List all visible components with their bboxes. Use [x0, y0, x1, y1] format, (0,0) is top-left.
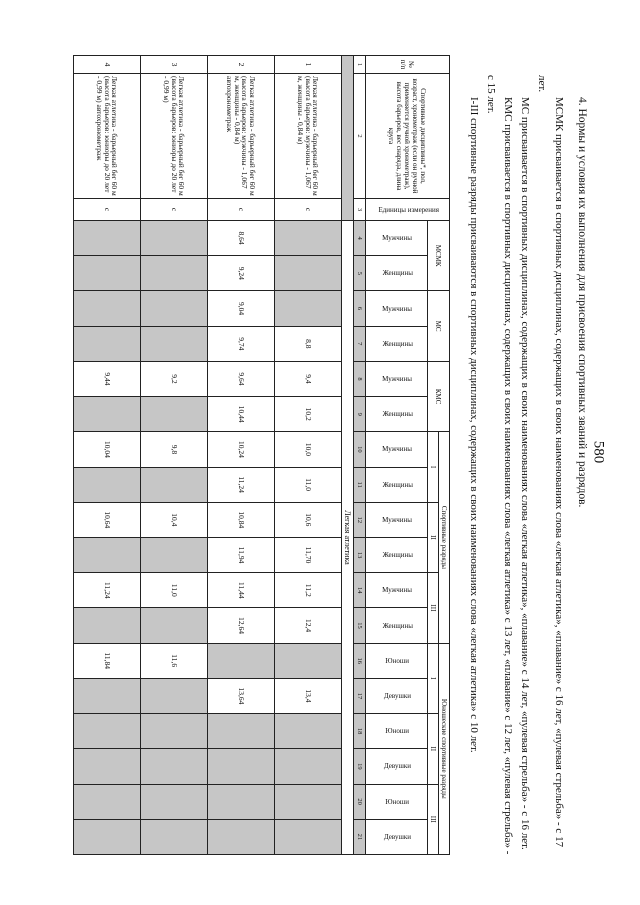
- row-number: 3: [141, 56, 208, 74]
- column-index: 11: [354, 467, 366, 502]
- norm-value: 10,24: [208, 432, 275, 467]
- norm-value: [141, 397, 208, 432]
- norm-value: [208, 819, 275, 854]
- column-index: 6: [354, 291, 366, 326]
- norm-value: [74, 714, 141, 749]
- paragraph-ms: МС присваивается в спортивных дисциплинах, содержащих в своих наименованиях слова «легкая атлетика», «плавание» с 14 лет, «пулевая стрельба» - с 16 лет.: [519, 97, 531, 850]
- page-number: 580: [590, 440, 607, 464]
- norm-value: [74, 256, 141, 291]
- norm-value: 11,24: [74, 573, 141, 608]
- norm-value: [275, 749, 342, 784]
- norm-value: 11,0: [275, 467, 342, 502]
- column-index: 18: [354, 714, 366, 749]
- norm-value: 11,6: [141, 643, 208, 678]
- header-gender: Женщины: [366, 467, 428, 502]
- column-index: 5: [354, 256, 366, 291]
- norm-value: [74, 678, 141, 713]
- norm-value: [275, 643, 342, 678]
- norm-value: 10,2: [275, 397, 342, 432]
- norm-value: [141, 256, 208, 291]
- norm-value: [275, 784, 342, 819]
- norm-value: 12,4: [275, 608, 342, 643]
- norm-value: 9,74: [208, 326, 275, 361]
- header-gender: Мужчины: [366, 221, 428, 256]
- norm-value: 10,4: [141, 502, 208, 537]
- norm-value: 9,04: [208, 291, 275, 326]
- column-index: 21: [354, 819, 366, 854]
- norm-value: 9,2: [141, 361, 208, 396]
- paragraph-kms: КМС присваивается в спортивных дисциплинах, содержащих в своих наименованиях слова «легкая атлетика» с 13 лет, «плавание» с 12 лет, «пулевая стрельба» - с 15 лет.: [485, 75, 514, 855]
- norm-value: 11,24: [208, 467, 275, 502]
- section-row: [342, 56, 354, 855]
- section-heading: 4. Нормы и условия их выполнения для присвоения спортивных званий и разрядов.: [576, 97, 588, 508]
- row-units: с: [74, 199, 141, 221]
- header-ms: МС: [428, 291, 450, 361]
- header-junior-ranks: Юношеские спортивные разряды: [439, 643, 450, 854]
- row-units: с: [275, 199, 342, 221]
- column-index: 10: [354, 432, 366, 467]
- header-msmk: МСМК: [428, 221, 450, 291]
- norm-value: [74, 397, 141, 432]
- norm-value: [208, 643, 275, 678]
- header-gender: Юноши: [366, 714, 428, 749]
- norm-value: 13,64: [208, 678, 275, 713]
- norm-value: [74, 784, 141, 819]
- header-gender: Мужчины: [366, 361, 428, 396]
- norm-value: [141, 608, 208, 643]
- norms-table: [73, 55, 450, 855]
- norm-value: 8,64: [208, 221, 275, 256]
- norm-value: 8,8: [275, 326, 342, 361]
- header-gender: Женщины: [366, 608, 428, 643]
- norm-value: 9,24: [208, 256, 275, 291]
- data-rows: [74, 56, 342, 855]
- row-units: с: [208, 199, 275, 221]
- header-gender: Мужчины: [366, 291, 428, 326]
- table-row: [74, 56, 141, 855]
- norm-value: [208, 749, 275, 784]
- header-gender: Юноши: [366, 784, 428, 819]
- norm-value: 11,2: [275, 573, 342, 608]
- header-gender: Женщины: [366, 537, 428, 572]
- header-gender: Женщины: [366, 256, 428, 291]
- row-number: 1: [275, 56, 342, 74]
- norm-value: [141, 291, 208, 326]
- norm-value: 9,8: [141, 432, 208, 467]
- norm-value: [141, 678, 208, 713]
- section-spacer: [342, 56, 354, 221]
- table-row: [141, 56, 208, 855]
- row-discipline: Легкая атлетика - барьерный бег 60 м (высота барьеров: мужчины - 1,067 м, женщины - 0,84 м) автохронометраж: [208, 74, 275, 199]
- norm-value: 10,0: [275, 432, 342, 467]
- intro-text: [465, 75, 590, 855]
- header-gender: Юноши: [366, 643, 428, 678]
- norm-value: [141, 326, 208, 361]
- norm-value: 11,84: [74, 643, 141, 678]
- column-index: 16: [354, 643, 366, 678]
- header-gender: Мужчины: [366, 502, 428, 537]
- column-index: 13: [354, 537, 366, 572]
- row-number: 4: [74, 56, 141, 74]
- norm-value: [141, 784, 208, 819]
- header-gender: Девушки: [366, 749, 428, 784]
- column-index: 19: [354, 749, 366, 784]
- norm-value: 10,44: [208, 397, 275, 432]
- norm-value: 13,4: [275, 678, 342, 713]
- header-gender: Девушки: [366, 678, 428, 713]
- header-junior-rank-III: III: [428, 784, 439, 855]
- paragraph-msmk: МСМК присваивается в спортивных дисциплинах, содержащих в своих наименованиях слова «легкая атлетика», «плавание» с 16 лет, «пулевая стрельба» - с 17 лет.: [536, 75, 565, 848]
- norm-value: [74, 608, 141, 643]
- header-sport-rank-I: I: [428, 432, 439, 502]
- norm-value: [141, 749, 208, 784]
- header-gender: Женщины: [366, 397, 428, 432]
- column-index: 14: [354, 573, 366, 608]
- column-index-row: [354, 56, 366, 855]
- norm-value: [74, 326, 141, 361]
- norm-value: [74, 221, 141, 256]
- column-index: 17: [354, 678, 366, 713]
- norm-value: [275, 291, 342, 326]
- norm-value: [275, 714, 342, 749]
- norm-value: 10,6: [275, 502, 342, 537]
- column-index: 7: [354, 326, 366, 361]
- norm-value: [141, 467, 208, 502]
- norm-value: [141, 537, 208, 572]
- paragraph-ranks: I-III спортивные разряды присваиваются в спортивных дисциплинах, содержащих в своих наименованиях слова «легкая атлетика» с 10 лет.: [468, 97, 480, 753]
- row-discipline: Легкая атлетика - барьерный бег 60 м (высота барьеров: юниоры до 20 лет - 0,99 м): [141, 74, 208, 199]
- header-gender: Женщины: [366, 326, 428, 361]
- column-index: 2: [354, 74, 366, 199]
- header-gender: Мужчины: [366, 573, 428, 608]
- table-row: [208, 56, 275, 855]
- norm-value: 9,44: [74, 361, 141, 396]
- row-units: с: [141, 199, 208, 221]
- table-row: [275, 56, 342, 855]
- norm-value: [275, 221, 342, 256]
- norm-value: [275, 256, 342, 291]
- column-index: 20: [354, 784, 366, 819]
- norm-value: 11,94: [208, 537, 275, 572]
- column-index: 9: [354, 397, 366, 432]
- norm-value: 9,4: [275, 361, 342, 396]
- norm-value: 11,70: [275, 537, 342, 572]
- norm-value: [74, 291, 141, 326]
- row-number: 2: [208, 56, 275, 74]
- column-index: 3: [354, 199, 366, 221]
- norm-value: 9,64: [208, 361, 275, 396]
- header-sport-rank-III: III: [428, 573, 439, 643]
- norm-value: 11,44: [208, 573, 275, 608]
- norm-value: [141, 714, 208, 749]
- column-index: 4: [354, 221, 366, 256]
- header-sport-rank-II: II: [428, 502, 439, 572]
- header-units: Единицы измерения: [366, 199, 450, 221]
- norm-value: 10,04: [74, 432, 141, 467]
- column-index: 8: [354, 361, 366, 396]
- header-junior-rank-II: II: [428, 714, 439, 784]
- norm-value: [74, 819, 141, 854]
- norm-value: [74, 749, 141, 784]
- header-discipline: Спортивные дисциплины*, пол, возраст, хронометраж (если он ручной применяется ручной хронометраж), высота барьеров, вес снаряда, длина круга: [366, 74, 450, 199]
- norm-value: 11,0: [141, 573, 208, 608]
- header-kms: КМС: [428, 361, 450, 431]
- column-index: 15: [354, 608, 366, 643]
- norm-value: [141, 819, 208, 854]
- header-gender: Мужчины: [366, 432, 428, 467]
- row-discipline: Легкая атлетика - барьерный бег 60 м (высота барьеров: юниоры до 20 лет - 0,99 м) автохронометраж: [74, 74, 141, 199]
- rotated-page-content: [35, 59, 590, 855]
- norm-value: [74, 537, 141, 572]
- norm-value: 12,64: [208, 608, 275, 643]
- row-discipline: Легкая атлетика - барьерный бег 60 м (высота барьеров: мужчины - 1,067 м, женщины - 0,84 м): [275, 74, 342, 199]
- header-num: № п/п: [366, 56, 450, 74]
- norm-value: 10,84: [208, 502, 275, 537]
- header-sport-ranks: Спортивные разряды: [439, 432, 450, 643]
- header-junior-rank-I: I: [428, 643, 439, 713]
- column-index: 1: [354, 56, 366, 74]
- norm-value: [141, 221, 208, 256]
- norm-value: [208, 714, 275, 749]
- norm-value: [275, 819, 342, 854]
- norm-value: 10,64: [74, 502, 141, 537]
- section-title: Легкая атлетика: [342, 221, 354, 855]
- header-gender: Девушки: [366, 819, 428, 854]
- norm-value: [208, 784, 275, 819]
- column-index: 12: [354, 502, 366, 537]
- norm-value: [74, 467, 141, 502]
